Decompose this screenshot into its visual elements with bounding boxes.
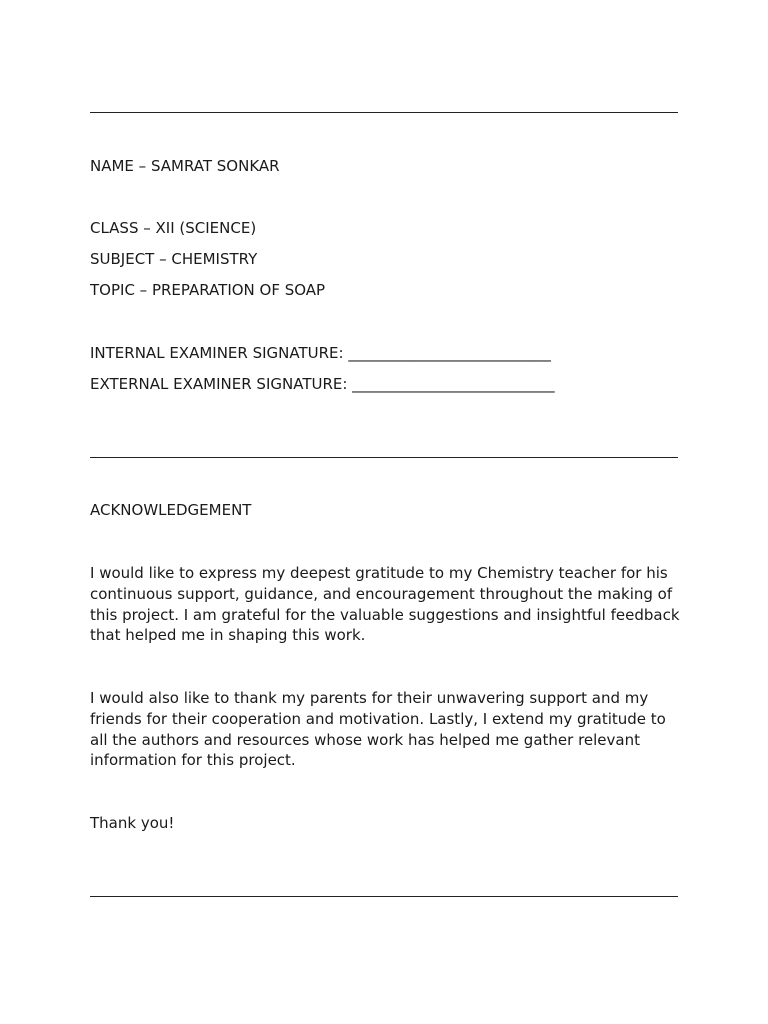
acknowledgement-paragraph-1: I would like to express my deepest gratitude to my Chemistry teacher for his continuous support, guidance, and encouragement throughout the making of this project. I am grateful for the valuable suggestions and insightful feedback that helped me in shaping this work. [90, 564, 680, 645]
top-divider [90, 112, 678, 113]
acknowledgement-heading: ACKNOWLEDGEMENT [90, 501, 252, 519]
closing-thank-you: Thank you! [90, 814, 175, 832]
acknowledgement-paragraph-2: I would also like to thank my parents for their unwavering support and my friends for their cooperation and motivation. Lastly, I extend my gratitude to all the authors and resources whose work has helped me gather relevant information for this project. [90, 689, 666, 770]
project-topic: TOPIC – PREPARATION OF SOAP [90, 281, 326, 299]
external-examiner-signature: EXTERNAL EXAMINER SIGNATURE: ___________________________ [90, 375, 555, 393]
document-page [90, 0, 678, 1024]
project-subject: SUBJECT – CHEMISTRY [90, 250, 258, 268]
bottom-divider [90, 896, 678, 897]
middle-divider [90, 457, 678, 458]
internal-examiner-signature: INTERNAL EXAMINER SIGNATURE: ___________________________ [90, 344, 551, 362]
student-class: CLASS – XII (SCIENCE) [90, 219, 257, 237]
student-name: NAME – SAMRAT SONKAR [90, 157, 280, 175]
